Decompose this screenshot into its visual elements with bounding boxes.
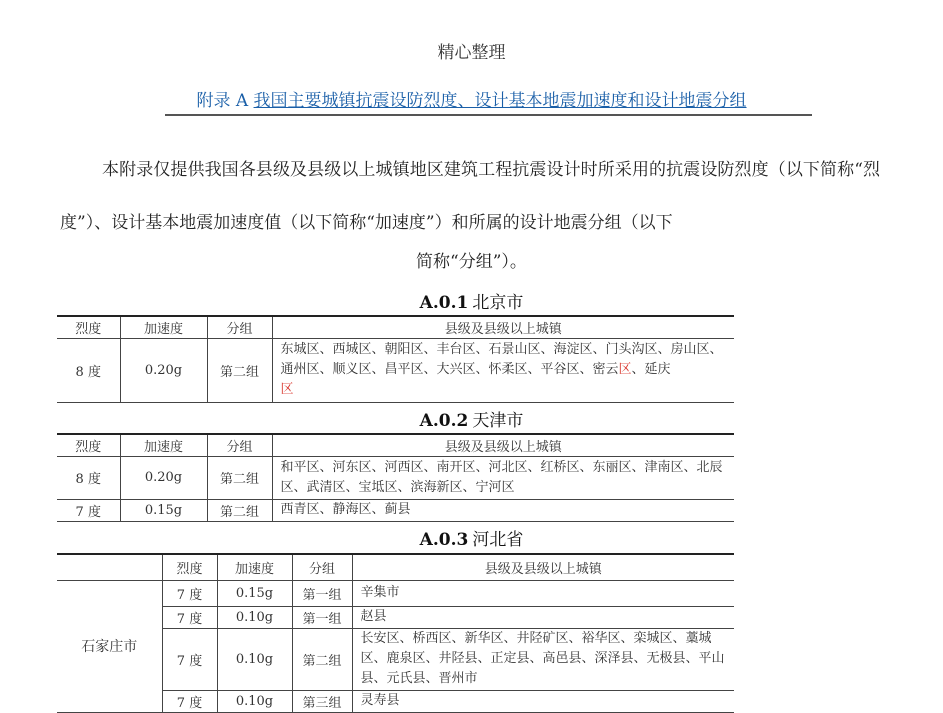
table-row — [57, 580, 734, 606]
section-title-tianjin — [0, 406, 943, 431]
cell-group: 第二组 — [292, 628, 352, 690]
cell-towns — [272, 338, 734, 402]
cell-acceleration: 0.15g — [120, 499, 207, 521]
cell-towns: 和平区、河东区、河西区、南开区、河北区、红桥区、东丽区、津南区、北辰区、武清区、宝坻区、滨海新区、宁河区 — [272, 456, 734, 499]
cell-towns: 西青区、静海区、蓟县 — [272, 499, 734, 521]
section-name: 河北省 — [472, 530, 524, 550]
header-group: 分组 — [207, 434, 272, 456]
cell-towns: 辛集市 — [352, 580, 734, 606]
table-tianjin — [57, 433, 734, 522]
appendix-prefix: 附录 A — [196, 91, 254, 111]
table-hebei — [57, 553, 734, 713]
cell-group: 第二组 — [207, 338, 272, 402]
table-row — [57, 456, 734, 499]
cell-acceleration: 0.10g — [217, 690, 292, 712]
cell-acceleration: 0.15g — [217, 580, 292, 606]
header-towns: 县级及县级以上城镇 — [272, 434, 734, 456]
header-acceleration: 加速度 — [120, 316, 207, 338]
table-row — [57, 499, 734, 521]
cell-towns: 灵寿县 — [352, 690, 734, 712]
section-number: A.0.1 — [419, 293, 469, 313]
cell-intensity: 7 度 — [162, 606, 217, 628]
header-intensity: 烈度 — [57, 316, 120, 338]
intro-paragraph: 本附录仅提供我国各县级及县级以上城镇地区建筑工程抗震设计时所采用的抗震设防烈度（以下简称“烈度”）、设计基本地震加速度值（以下简称“加速度”）和所属的设计地震分组（以下 — [60, 160, 880, 233]
cell-acceleration: 0.10g — [217, 606, 292, 628]
section-title-hebei — [0, 525, 943, 550]
section-number: A.0.3 — [419, 530, 469, 550]
header-note: 精心整理 — [437, 43, 506, 63]
section-name: 北京市 — [472, 293, 524, 313]
cell-group: 第一组 — [292, 606, 352, 628]
towns-red-mark-2: 区 — [280, 382, 294, 397]
cell-group: 第三组 — [292, 690, 352, 712]
section-number: A.0.2 — [419, 411, 469, 431]
cell-acceleration: 0.10g — [217, 628, 292, 690]
section-title-beijing — [0, 288, 943, 313]
cell-acceleration: 0.20g — [120, 456, 207, 499]
header-group: 分组 — [292, 554, 352, 580]
appendix-title-link[interactable]: 我国主要城镇抗震设防烈度、设计基本地震加速度和设计地震分组 — [253, 91, 747, 111]
header-blank — [57, 554, 162, 580]
header-towns: 县级及县级以上城镇 — [352, 554, 734, 580]
cell-intensity: 7 度 — [162, 580, 217, 606]
cell-intensity: 8 度 — [57, 338, 120, 402]
cell-intensity: 7 度 — [57, 499, 120, 521]
header-intensity: 烈度 — [57, 434, 120, 456]
cell-group: 第一组 — [292, 580, 352, 606]
towns-text: 东城区、西城区、朝阳区、丰台区、石景山区、海淀区、门头沟区、房山区、通州区、顺义区、昌平区、大兴区、怀柔区、平谷区、密云 — [280, 342, 723, 377]
title-rule — [165, 114, 812, 116]
header-acceleration: 加速度 — [120, 434, 207, 456]
cell-city: 石家庄市 — [57, 580, 162, 712]
table-beijing — [57, 315, 734, 403]
table-row — [57, 338, 734, 402]
towns-text-mid: 、延庆 — [631, 362, 671, 377]
intro-last-line: 简称“分组”）。 — [416, 252, 527, 272]
cell-intensity: 7 度 — [162, 690, 217, 712]
header-towns: 县级及县级以上城镇 — [272, 316, 734, 338]
cell-group: 第二组 — [207, 456, 272, 499]
towns-red-mark: 区 — [618, 362, 632, 377]
cell-intensity: 8 度 — [57, 456, 120, 499]
cell-group: 第二组 — [207, 499, 272, 521]
section-name: 天津市 — [472, 411, 524, 431]
header-group: 分组 — [207, 316, 272, 338]
cell-intensity: 7 度 — [162, 628, 217, 690]
header-acceleration: 加速度 — [217, 554, 292, 580]
cell-towns: 赵县 — [352, 606, 734, 628]
cell-acceleration: 0.20g — [120, 338, 207, 402]
cell-towns: 长安区、桥西区、新华区、井陉矿区、裕华区、栾城区、藁城区、鹿泉区、井陉县、正定县、高邑县、深泽县、无极县、平山县、元氏县、晋州市 — [352, 628, 734, 690]
header-intensity: 烈度 — [162, 554, 217, 580]
appendix-title[interactable] — [0, 86, 943, 111]
